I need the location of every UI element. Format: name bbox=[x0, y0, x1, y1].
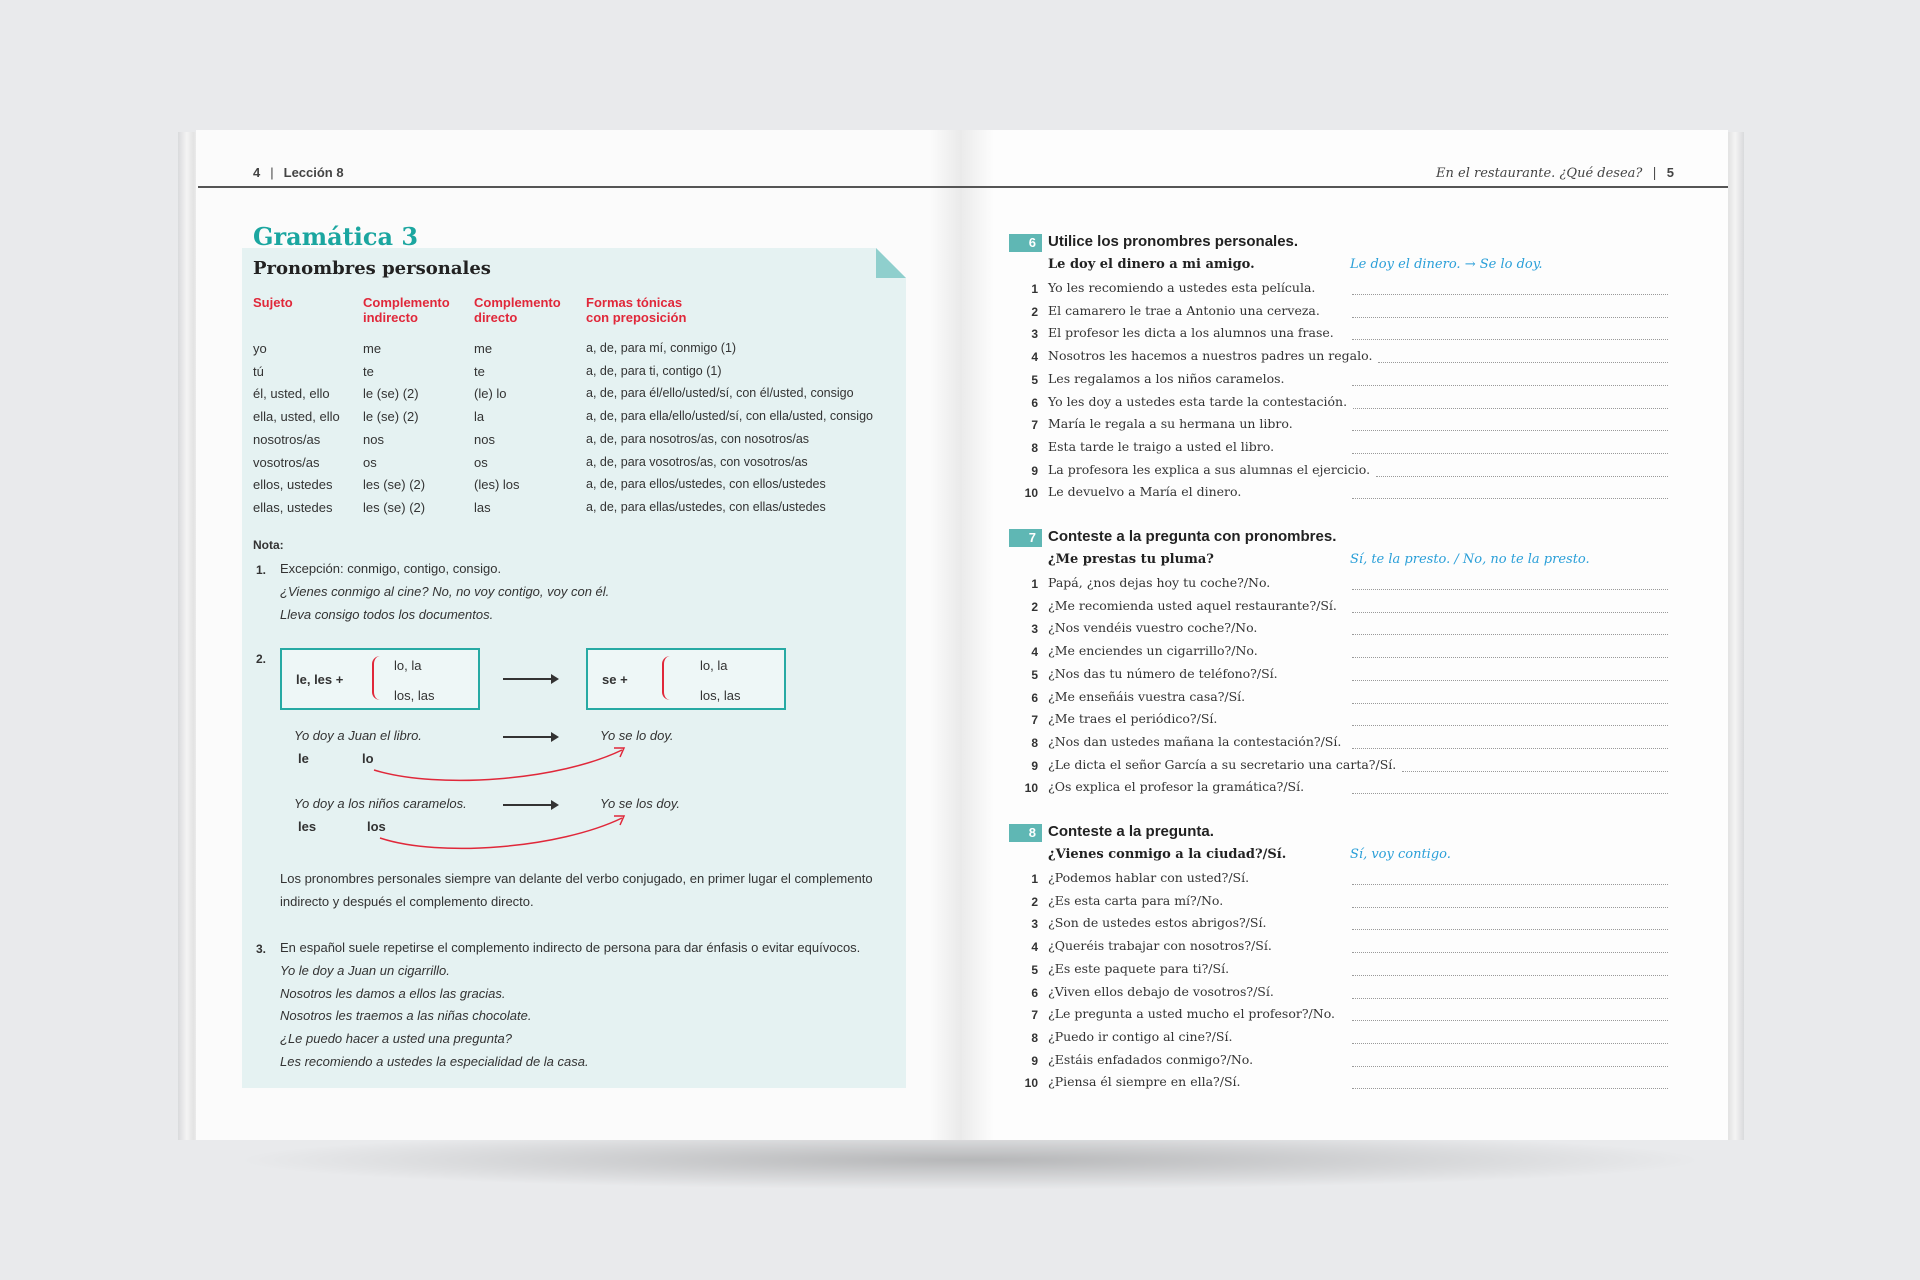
exercise-example-answer: Sí, te la presto. / No, no te la presto. bbox=[1350, 552, 1590, 567]
exercise-item bbox=[1020, 575, 1670, 597]
pronoun-cell-ci: os bbox=[363, 454, 377, 470]
exercise-item bbox=[1020, 325, 1670, 347]
answer-line[interactable] bbox=[1352, 294, 1668, 295]
exercise-item bbox=[1020, 620, 1670, 642]
pronoun-cell-cd: nos bbox=[474, 431, 495, 447]
item-number: 8 bbox=[1031, 440, 1038, 455]
example-juan-libro: Yo doy a Juan el libro. bbox=[294, 728, 422, 743]
pronoun-cell-ci: le (se) (2) bbox=[363, 409, 419, 425]
pronoun-cell-ci: me bbox=[363, 341, 382, 356]
item-number: 4 bbox=[1031, 940, 1038, 955]
exercise-item bbox=[1020, 598, 1670, 620]
pronoun-cell-cd: (les) los bbox=[474, 477, 520, 493]
exercise-item bbox=[1020, 734, 1670, 756]
exercise-title: Conteste a la pregunta. bbox=[1048, 823, 1214, 840]
pronoun-cell-tonicas: a, de, para él/ello/usted/sí, con él/usted, consigo bbox=[586, 386, 854, 401]
pronoun-cell-ci: te bbox=[363, 363, 374, 379]
note-3-example: Les recomiendo a ustedes la especialidad de la casa. bbox=[280, 1053, 589, 1069]
answer-line[interactable] bbox=[1352, 793, 1668, 794]
answer-line[interactable] bbox=[1352, 975, 1668, 976]
answer-line[interactable] bbox=[1353, 408, 1668, 409]
item-number: 7 bbox=[1031, 418, 1038, 433]
header-rule bbox=[198, 186, 1728, 188]
item-number: 9 bbox=[1031, 463, 1038, 478]
pronoun-cell-tonicas: a, de, para ella/ello/usted/sí, con ella/usted, consigo bbox=[586, 409, 873, 424]
exercise-title: Utilice los pronombres personales. bbox=[1048, 233, 1299, 250]
item-sentence: ¿Me enciendes un cigarrillo?/No. bbox=[1048, 643, 1258, 659]
exercise-item bbox=[1020, 893, 1670, 915]
answer-line[interactable] bbox=[1378, 362, 1668, 363]
answer-line[interactable] bbox=[1352, 1020, 1668, 1021]
example-ninos-caramelos: Yo doy a los niños caramelos. bbox=[294, 796, 467, 811]
note-2-number: 2. bbox=[256, 652, 267, 666]
grammar-title: Gramática 3 bbox=[253, 222, 419, 251]
rule-box-se-label: se + bbox=[602, 672, 628, 687]
label-les: les bbox=[298, 819, 317, 834]
note-1-example-1: ¿Vienes conmigo al cine? No, no voy contigo, voy con él. bbox=[280, 584, 610, 599]
note-1-number: 1. bbox=[256, 563, 267, 577]
note-3-number: 3. bbox=[256, 942, 267, 956]
item-number: 6 bbox=[1031, 395, 1038, 410]
answer-line[interactable] bbox=[1352, 612, 1668, 613]
exercise-item bbox=[1020, 1052, 1670, 1074]
item-sentence: El profesor les dicta a los alumnos una frase. bbox=[1048, 325, 1334, 341]
item-sentence: ¿Podemos hablar con usted?/Sí. bbox=[1048, 870, 1250, 885]
exercise-item bbox=[1020, 1006, 1670, 1028]
item-number: 1 bbox=[1031, 872, 1038, 886]
answer-line[interactable] bbox=[1352, 317, 1668, 318]
rule-box-1-bottom: los, las bbox=[394, 688, 435, 703]
item-number: 8 bbox=[1031, 1030, 1038, 1045]
exercise-example: ¿Vienes conmigo a la ciudad?/Sí. bbox=[1048, 847, 1287, 862]
answer-line[interactable] bbox=[1352, 634, 1668, 635]
arrow-icon bbox=[503, 804, 557, 806]
item-sentence: ¿Nos vendéis vuestro coche?/No. bbox=[1048, 620, 1258, 636]
item-number: 1 bbox=[1031, 282, 1038, 296]
note-1-text: Excepción: conmigo, contigo, consigo. bbox=[280, 561, 502, 576]
item-number: 10 bbox=[1024, 1076, 1038, 1091]
item-number: 7 bbox=[1031, 1008, 1038, 1023]
item-number: 10 bbox=[1024, 486, 1038, 501]
answer-line[interactable] bbox=[1376, 476, 1668, 477]
pronoun-cell-cd: la bbox=[474, 409, 485, 425]
label-le: le bbox=[298, 751, 309, 766]
exercise-number-badge: 8 bbox=[1009, 824, 1042, 842]
item-number: 8 bbox=[1031, 735, 1038, 750]
item-sentence: ¿Estáis enfadados conmigo?/No. bbox=[1048, 1051, 1254, 1067]
item-sentence: ¿Me enseñáis vuestra casa?/Sí. bbox=[1048, 688, 1246, 704]
example-se-lo-doy: Yo se lo doy. bbox=[600, 728, 674, 743]
exercise-example: Le doy el dinero a mi amigo. bbox=[1048, 257, 1255, 272]
running-head-right: En el restaurante. ¿Qué desea? | 5 bbox=[1436, 165, 1674, 181]
item-number: 9 bbox=[1031, 758, 1038, 773]
example-se-los-doy: Yo se los doy. bbox=[600, 796, 680, 811]
note-3-example: Nosotros les traemos a las niñas chocolate. bbox=[280, 1008, 532, 1024]
exercise-item bbox=[1020, 280, 1670, 302]
item-number: 2 bbox=[1031, 894, 1038, 909]
item-number: 3 bbox=[1031, 917, 1038, 932]
note-3-example: ¿Le puedo hacer a usted una pregunta? bbox=[280, 1031, 513, 1047]
answer-line[interactable] bbox=[1352, 1088, 1668, 1089]
item-number: 9 bbox=[1031, 1053, 1038, 1068]
brace-2 bbox=[662, 656, 674, 700]
exercise-example: ¿Me prestas tu pluma? bbox=[1048, 552, 1214, 567]
running-head-left: 4 | Lección 8 bbox=[253, 165, 344, 180]
item-number: 4 bbox=[1031, 645, 1038, 660]
curved-arrow-icon bbox=[360, 808, 640, 858]
column-header-ci: Complemento indirecto bbox=[363, 295, 450, 325]
pronoun-cell-tonicas: a, de, para nosotros/as, con nosotros/as bbox=[586, 431, 810, 446]
item-sentence: ¿Le pregunta a usted mucho el profesor?/No. bbox=[1048, 1006, 1335, 1022]
exercise-item bbox=[1020, 416, 1670, 438]
item-sentence: ¿Es esta carta para mí?/No. bbox=[1048, 892, 1224, 908]
answer-line[interactable] bbox=[1352, 998, 1668, 999]
note-1-example-2: Lleva consigo todos los documentos. bbox=[280, 607, 494, 622]
item-sentence: ¿Os explica el profesor la gramática?/Sí. bbox=[1048, 779, 1305, 795]
item-number: 5 bbox=[1031, 667, 1038, 682]
item-number: 5 bbox=[1031, 372, 1038, 387]
answer-line[interactable] bbox=[1352, 453, 1668, 454]
answer-line[interactable] bbox=[1402, 771, 1668, 772]
pronoun-cell-cd: te bbox=[474, 363, 485, 379]
pronoun-cell-tonicas: a, de, para ti, contigo (1) bbox=[586, 363, 722, 378]
exercise-item bbox=[1020, 711, 1670, 733]
grammar-subtitle: Pronombres personales bbox=[253, 258, 491, 279]
brace-1 bbox=[372, 656, 384, 700]
exercise-item bbox=[1020, 984, 1670, 1006]
item-sentence: María le regala a su hermana un libro. bbox=[1048, 416, 1293, 432]
item-sentence: ¿Son de ustedes estos abrigos?/Sí. bbox=[1048, 915, 1267, 931]
answer-line[interactable] bbox=[1352, 657, 1668, 658]
answer-line[interactable] bbox=[1352, 952, 1668, 953]
column-header-sujeto: Sujeto bbox=[253, 295, 293, 310]
exercise-example-answer: Le doy el dinero. → Se lo doy. bbox=[1350, 257, 1543, 272]
page-fold-flap bbox=[876, 248, 906, 278]
item-sentence: ¿Nos dan ustedes mañana la contestación?/Sí. bbox=[1048, 733, 1342, 749]
exercise-item bbox=[1020, 462, 1670, 484]
exercise-item bbox=[1020, 779, 1670, 801]
pronoun-cell-sujeto: tú bbox=[253, 363, 264, 379]
arrow-icon bbox=[503, 678, 557, 680]
item-number: 1 bbox=[1031, 577, 1038, 591]
pronoun-cell-tonicas: a, de, para mí, conmigo (1) bbox=[586, 341, 737, 355]
rule-box-se bbox=[586, 648, 786, 710]
pronoun-cell-ci: les (se) (2) bbox=[363, 499, 426, 515]
lesson-label: Lección 8 bbox=[283, 165, 344, 180]
answer-line[interactable] bbox=[1352, 725, 1668, 726]
item-sentence: ¿Me traes el periódico?/Sí. bbox=[1048, 711, 1218, 727]
answer-line[interactable] bbox=[1352, 907, 1668, 908]
pronoun-cell-sujeto: ellas, ustedes bbox=[253, 499, 333, 515]
chapter-title: En el restaurante. ¿Qué desea? bbox=[1436, 166, 1643, 181]
item-sentence: ¿Le dicta el señor García a su secretario una carta?/Sí. bbox=[1048, 756, 1397, 772]
item-number: 3 bbox=[1031, 622, 1038, 637]
item-number: 3 bbox=[1031, 327, 1038, 342]
item-sentence: ¿Me recomienda usted aquel restaurante?/Sí. bbox=[1048, 597, 1337, 613]
exercise-item bbox=[1020, 371, 1670, 393]
item-sentence: ¿Queréis trabajar con nosotros?/Sí. bbox=[1048, 938, 1272, 954]
item-sentence: Yo les recomiendo a ustedes esta película. bbox=[1048, 280, 1316, 295]
item-sentence: ¿Puedo ir contigo al cine?/Sí. bbox=[1048, 1028, 1233, 1044]
exercise-item bbox=[1020, 666, 1670, 688]
answer-line[interactable] bbox=[1352, 703, 1668, 704]
arrow-icon bbox=[503, 736, 557, 738]
answer-line[interactable] bbox=[1352, 1043, 1668, 1044]
item-sentence: ¿Nos das tu número de teléfono?/Sí. bbox=[1048, 665, 1278, 681]
item-sentence: ¿Viven ellos debajo de vosotros?/Sí. bbox=[1048, 983, 1274, 999]
exercise-item bbox=[1020, 915, 1670, 937]
answer-line[interactable] bbox=[1352, 1066, 1668, 1067]
exercise-item bbox=[1020, 439, 1670, 461]
item-number: 2 bbox=[1031, 304, 1038, 319]
pronoun-cell-sujeto: ellos, ustedes bbox=[253, 477, 333, 493]
rule-box-le-les bbox=[280, 648, 480, 710]
item-number: 10 bbox=[1024, 781, 1038, 796]
note-3-text: En español suele repetirse el complemento indirecto de persona para dar énfasis o evitar equívocos. bbox=[280, 940, 861, 955]
exercise-item bbox=[1020, 938, 1670, 960]
exercise-item bbox=[1020, 1029, 1670, 1051]
exercise-title: Conteste a la pregunta con pronombres. bbox=[1048, 528, 1337, 545]
exercise-item bbox=[1020, 961, 1670, 983]
rule-box-2-bottom: los, las bbox=[700, 688, 741, 703]
pronoun-cell-cd: me bbox=[474, 341, 493, 356]
answer-line[interactable] bbox=[1352, 680, 1668, 681]
exercise-item bbox=[1020, 1074, 1670, 1096]
answer-line[interactable] bbox=[1352, 589, 1668, 590]
exercise-item bbox=[1020, 689, 1670, 711]
curved-arrow-icon bbox=[360, 740, 640, 790]
answer-line[interactable] bbox=[1352, 430, 1668, 431]
item-number: 6 bbox=[1031, 690, 1038, 705]
pronoun-cell-tonicas: a, de, para ellos/ustedes, con ellos/ustedes bbox=[586, 477, 826, 492]
item-number: 4 bbox=[1031, 350, 1038, 365]
item-number: 2 bbox=[1031, 599, 1038, 614]
pronoun-cell-tonicas: a, de, para vosotros/as, con vosotros/as bbox=[586, 454, 808, 469]
nota-label: Nota: bbox=[253, 538, 284, 552]
item-sentence: Nosotros les hacemos a nuestros padres un regalo. bbox=[1048, 348, 1373, 364]
item-sentence: Le devuelvo a María el dinero. bbox=[1048, 484, 1242, 500]
exercise-example-answer: Sí, voy contigo. bbox=[1350, 847, 1451, 862]
item-sentence: El camarero le trae a Antonio una cerveza. bbox=[1048, 302, 1320, 318]
item-sentence: Papá, ¿nos dejas hoy tu coche?/No. bbox=[1048, 575, 1271, 590]
left-page-number: 4 bbox=[253, 165, 261, 180]
item-sentence: La profesora les explica a sus alumnas el ejercicio. bbox=[1048, 461, 1371, 477]
rule-box-le-les-label: le, les + bbox=[296, 672, 344, 687]
exercise-item bbox=[1020, 870, 1670, 892]
pronoun-cell-ci: le (se) (2) bbox=[363, 386, 419, 402]
right-page-number: 5 bbox=[1666, 165, 1674, 180]
exercise-item bbox=[1020, 757, 1670, 779]
pronoun-cell-cd: (le) lo bbox=[474, 386, 507, 402]
label-los: los bbox=[367, 819, 386, 834]
label-lo: lo bbox=[362, 751, 374, 766]
item-number: 6 bbox=[1031, 985, 1038, 1000]
pronoun-cell-cd: las bbox=[474, 499, 491, 515]
exercise-item bbox=[1020, 394, 1670, 416]
note-3-example: Nosotros les damos a ellos las gracias. bbox=[280, 985, 506, 1001]
answer-line[interactable] bbox=[1352, 385, 1668, 386]
pronoun-cell-sujeto: ella, usted, ello bbox=[253, 409, 340, 425]
exercise-number-badge: 6 bbox=[1009, 234, 1042, 252]
note-2-explanation-line2: indirecto y después el complemento directo. bbox=[280, 894, 534, 909]
pronoun-cell-sujeto: vosotros/as bbox=[253, 454, 320, 470]
pronoun-cell-tonicas: a, de, para ellas/ustedes, con ellas/ustedes bbox=[586, 499, 826, 514]
item-number: 5 bbox=[1031, 962, 1038, 977]
note-2-explanation-line1: Los pronombres personales siempre van delante del verbo conjugado, en primer lugar el complemento bbox=[280, 871, 873, 886]
rule-box-1-top: lo, la bbox=[394, 658, 422, 673]
note-3-example: Yo le doy a Juan un cigarrillo. bbox=[280, 963, 450, 978]
item-number: 7 bbox=[1031, 713, 1038, 728]
rule-box-2-top: lo, la bbox=[700, 658, 728, 673]
exercise-item bbox=[1020, 348, 1670, 370]
answer-line[interactable] bbox=[1352, 748, 1668, 749]
exercise-item bbox=[1020, 484, 1670, 506]
column-header-cd: Complemento directo bbox=[474, 295, 561, 325]
item-sentence: ¿Piensa él siempre en ella?/Sí. bbox=[1048, 1074, 1241, 1090]
item-sentence: ¿Es este paquete para ti?/Sí. bbox=[1048, 960, 1230, 976]
pronoun-cell-sujeto: él, usted, ello bbox=[253, 386, 330, 402]
pronoun-cell-ci: nos bbox=[363, 431, 384, 447]
exercise-item bbox=[1020, 303, 1670, 325]
item-sentence: Yo les doy a ustedes esta tarde la contestación. bbox=[1048, 393, 1348, 409]
answer-line[interactable] bbox=[1352, 929, 1668, 930]
pronoun-cell-ci: les (se) (2) bbox=[363, 477, 426, 493]
exercise-item bbox=[1020, 643, 1670, 665]
column-header-tonicas: Formas tónicas con preposición bbox=[586, 295, 687, 325]
pronoun-cell-cd: os bbox=[474, 454, 488, 470]
item-sentence: Esta tarde le traigo a usted el libro. bbox=[1048, 438, 1275, 454]
book-gutter bbox=[930, 130, 994, 1140]
exercise-number-badge: 7 bbox=[1009, 529, 1042, 547]
answer-line[interactable] bbox=[1352, 884, 1668, 885]
pronoun-cell-sujeto: nosotros/as bbox=[253, 431, 321, 447]
item-sentence: Les regalamos a los niños caramelos. bbox=[1048, 370, 1285, 386]
answer-line[interactable] bbox=[1352, 498, 1668, 499]
pronoun-cell-sujeto: yo bbox=[253, 341, 267, 356]
answer-line[interactable] bbox=[1352, 339, 1668, 340]
